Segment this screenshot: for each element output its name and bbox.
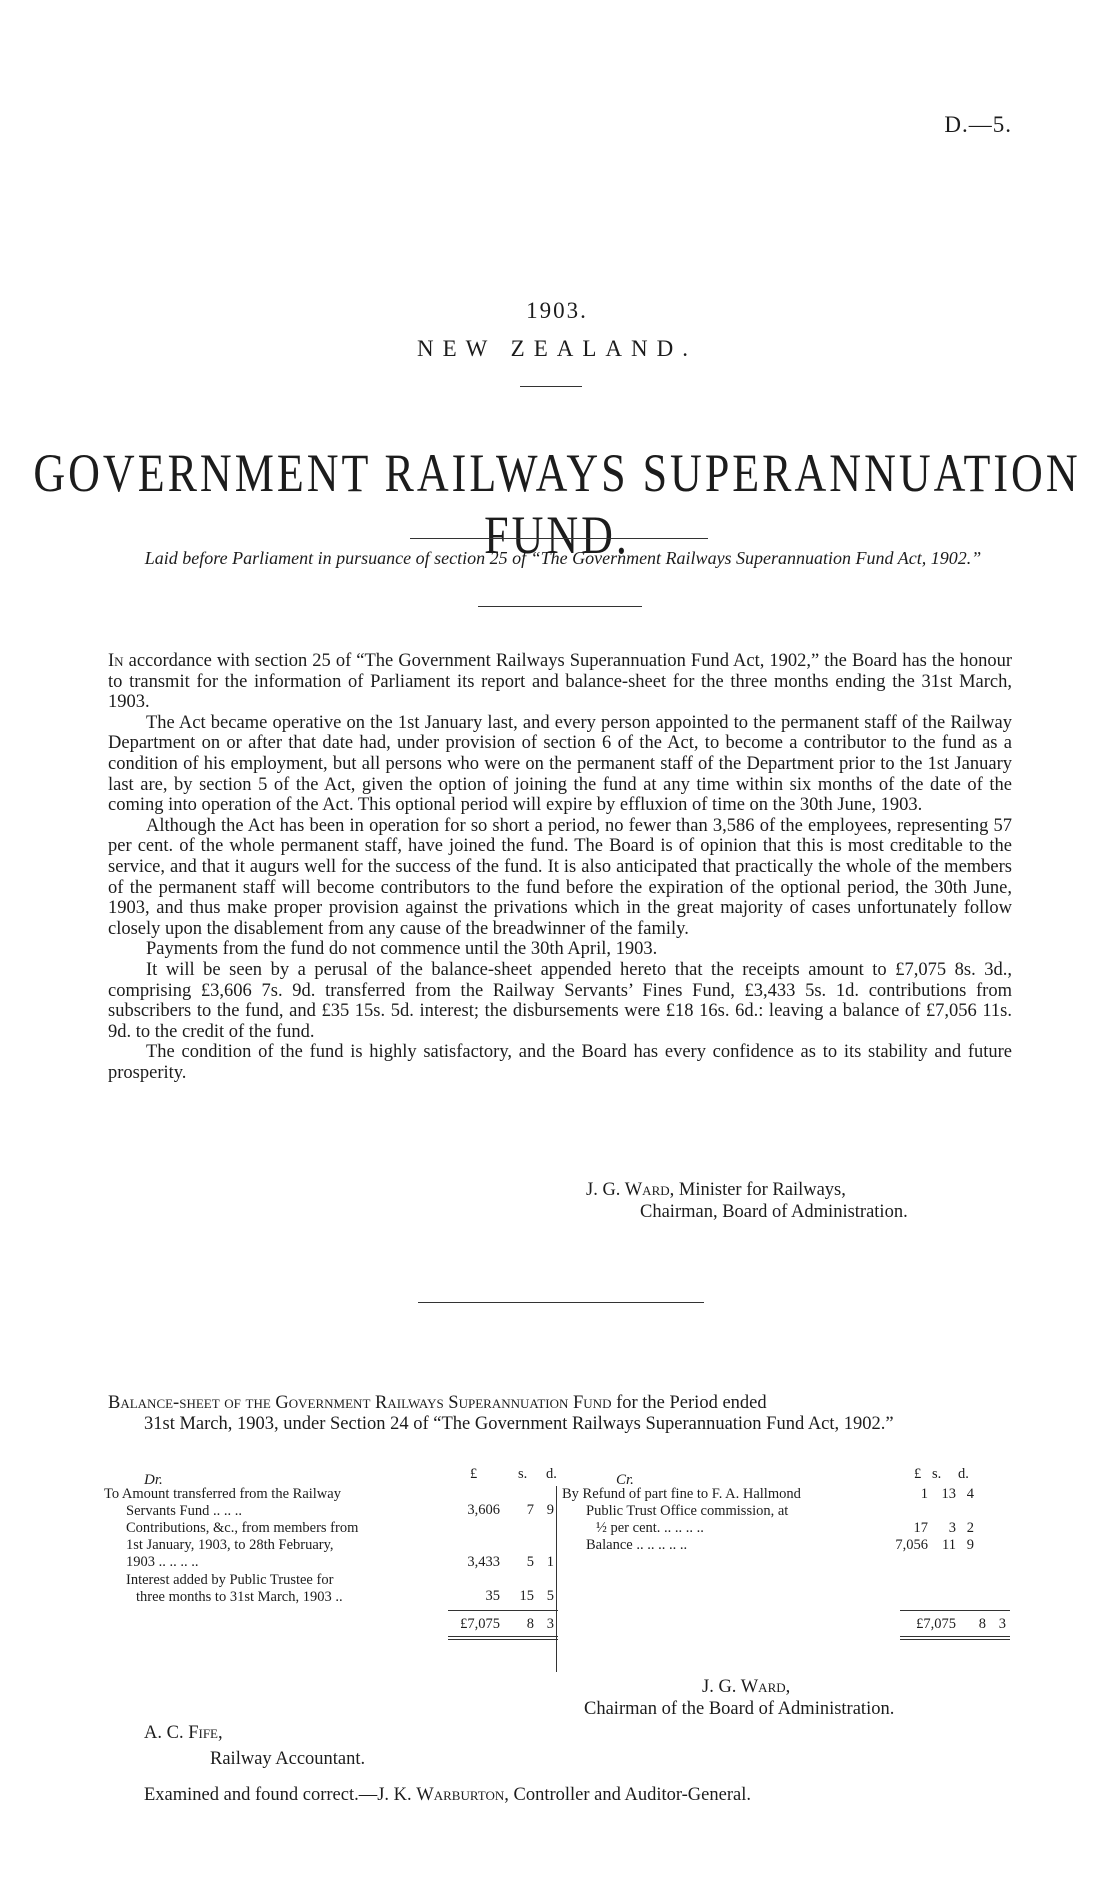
balance-sheet-title-rest: for the Period ended bbox=[611, 1393, 767, 1413]
total-double-rule bbox=[448, 1639, 558, 1640]
ledger-divider bbox=[556, 1486, 557, 1672]
credit-row bbox=[586, 1537, 1002, 1554]
pence-header: d. bbox=[546, 1466, 557, 1482]
total-shillings: 8 bbox=[526, 1616, 534, 1632]
total-pence: 3 bbox=[998, 1616, 1006, 1632]
paragraph-text: accordance with section 25 of “The Government Railways Superannuation Fund Act, 1902,” the Board has the honour to transmit for the information of Parliament its report and balance-sheet for the three months ending the 31st March, 1903. bbox=[108, 651, 1012, 713]
chairman-signature: J. G. Ward, Chairman of the Board of Administration. bbox=[584, 1677, 895, 1719]
row-label: 1st January, 1903, to 28th February, bbox=[126, 1537, 334, 1553]
amount-pounds: 35 bbox=[485, 1588, 500, 1604]
row-label: By Refund of part fine to F. A. Hallmond bbox=[562, 1486, 801, 1502]
amount-pence: 9 bbox=[546, 1502, 554, 1518]
divider-rule bbox=[478, 606, 642, 607]
total-rule bbox=[448, 1610, 558, 1611]
laid-before-notice: Laid before Parliament in pursuance of section 25 of “The Government Railways Superannuation Fund Act, 1902.” bbox=[144, 548, 982, 568]
row-label: ½ per cent. .. .. .. .. bbox=[596, 1520, 704, 1536]
page-number: D.—5. bbox=[944, 112, 1012, 137]
amount-pence: 5 bbox=[546, 1588, 554, 1604]
report-paragraph: The Act became operative on the 1st January last, and every person appointed to the permanent staff of the Railway Department on or after that date had, under provision of section 6 of the Act, to become a contributor to the fund as a condition of his employment, but all persons who were on the permanent staff of the Department prior to the 1st January last are, by section 5 of the Act, given the option of joining the fund at any time within six months of the date of the coming into operation of the Act. This optional period will expire by effluxion of time on the 30th June, 1903. bbox=[108, 712, 1012, 816]
amount-shillings: 3 bbox=[948, 1520, 956, 1536]
pounds-header: £ bbox=[470, 1466, 478, 1482]
row-label: Servants Fund .. .. .. bbox=[126, 1503, 242, 1519]
debit-row bbox=[126, 1572, 564, 1606]
credit-header: Cr. bbox=[616, 1472, 634, 1488]
report-paragraph: Payments from the fund do not commence until the 30th April, 1903. bbox=[146, 939, 658, 960]
total-rule bbox=[900, 1610, 1010, 1611]
total-double-rule bbox=[900, 1636, 1010, 1637]
debit-header: Dr. bbox=[144, 1472, 163, 1488]
amount-pounds: 3,433 bbox=[467, 1554, 500, 1570]
report-paragraph: The condition of the fund is highly satisfactory, and the Board has every confidence as to its stability and future prosperity. bbox=[108, 1042, 1012, 1083]
divider-rule bbox=[418, 1302, 704, 1303]
amount-pence: 1 bbox=[546, 1554, 554, 1570]
amount-shillings: 5 bbox=[526, 1554, 534, 1570]
shillings-header: s. bbox=[518, 1466, 528, 1482]
examined-lead: Examined and found correct.—J. K. bbox=[144, 1785, 417, 1805]
amount-shillings: 15 bbox=[519, 1588, 534, 1604]
amount-shillings: 13 bbox=[941, 1486, 956, 1502]
amount-pence: 2 bbox=[966, 1520, 974, 1536]
auditor-title: , Controller and Auditor-General. bbox=[504, 1785, 751, 1805]
amount-shillings: 11 bbox=[942, 1537, 956, 1553]
row-label: 1903 .. .. .. .. bbox=[126, 1554, 199, 1570]
row-label: Balance .. .. .. .. .. bbox=[586, 1537, 688, 1553]
total-pence: 3 bbox=[546, 1616, 554, 1632]
row-label: To Amount transferred from the Railway bbox=[104, 1486, 341, 1502]
row-label: Interest added by Public Trustee for bbox=[126, 1572, 334, 1588]
examined-statement bbox=[144, 1785, 751, 1806]
amount-pounds: 17 bbox=[913, 1520, 928, 1536]
debit-row bbox=[126, 1520, 564, 1571]
pence-header: d. bbox=[958, 1466, 969, 1482]
shillings-header: s. bbox=[932, 1466, 942, 1482]
divider-rule bbox=[410, 538, 708, 539]
country: NEW ZEALAND. bbox=[416, 336, 698, 361]
pounds-header: £ bbox=[914, 1466, 922, 1482]
report-body bbox=[108, 651, 1012, 1083]
total-double-rule bbox=[900, 1639, 1010, 1640]
amount-pounds: 3,606 bbox=[467, 1502, 500, 1518]
report-paragraph bbox=[108, 651, 1012, 713]
divider-rule bbox=[520, 386, 582, 387]
signature-name: J. G. Ward bbox=[586, 1180, 670, 1200]
row-label: Contributions, &c., from members from bbox=[126, 1520, 359, 1536]
balance-sheet-title-lead: Balance-sheet of the Government Railways Superannuation Fund bbox=[108, 1393, 612, 1413]
credit-row bbox=[586, 1503, 1002, 1537]
amount-pounds: 1 bbox=[920, 1486, 928, 1502]
accountant-name: A. C. Fife bbox=[144, 1723, 218, 1743]
report-paragraph: Although the Act has been in operation for so short a period, no fewer than 3,586 of the employees, representing 57 per cent. of the whole permanent staff, have joined the fund. The Board is of opinion that this is most creditable to the service, and that it augurs well for the success of the fund. It is also anticipated that practically the whole of the members of the permanent staff will become contributors to the fund before the expiration of the optional period, the 30th June, 1903, and thus make proper provision against the privations which in the great majority of cases unfortunately follow closely upon the disablement from any cause of the breadwinner of the family. bbox=[108, 815, 1012, 939]
total-double-rule bbox=[448, 1636, 558, 1637]
signature-role: Chairman, Board of Administration. bbox=[640, 1202, 908, 1222]
row-label: Public Trust Office commission, at bbox=[586, 1503, 789, 1519]
total-shillings: 8 bbox=[978, 1616, 986, 1632]
document-title: GOVERNMENT RAILWAYS SUPERANNUATION FUND. bbox=[33, 443, 1081, 566]
accountant-signature: A. C. Fife, Railway Accountant. bbox=[144, 1720, 365, 1772]
year: 1903. bbox=[526, 298, 588, 323]
chairman-title: Chairman of the Board of Administration. bbox=[584, 1699, 895, 1719]
amount-pence: 4 bbox=[966, 1486, 974, 1502]
auditor-name: Warburton bbox=[416, 1785, 505, 1805]
chairman-name: J. G. Ward bbox=[702, 1677, 786, 1697]
amount-pence: 9 bbox=[966, 1537, 974, 1553]
balance-sheet-title bbox=[108, 1393, 1012, 1435]
paragraph-lead: In bbox=[108, 651, 124, 671]
balance-sheet-title-continued: 31st March, 1903, under Section 24 of “The Government Railways Superannuation Fund Act, 1902.” bbox=[144, 1414, 894, 1434]
minister-signature bbox=[586, 1179, 908, 1223]
row-label: three months to 31st March, 1903 .. bbox=[136, 1589, 343, 1605]
total-pounds: £7,075 bbox=[916, 1616, 956, 1632]
accountant-title: Railway Accountant. bbox=[210, 1749, 366, 1769]
report-paragraph: It will be seen by a perusal of the balance-sheet appended hereto that the receipts amount to £7,075 8s. 3d., comprising £3,606 7s. 9d. transferred from the Railway Servants’ Fines Fund, £3,433 5s. 1d. contributions from subscribers to the fund, and £35 15s. 5d. interest; the disbursements were £18 16s. 6d.: leaving a balance of £7,056 11s. 9d. to the credit of the fund. bbox=[108, 959, 1012, 1042]
amount-pounds: 7,056 bbox=[895, 1537, 928, 1553]
amount-shillings: 7 bbox=[526, 1502, 534, 1518]
total-pounds: £7,075 bbox=[460, 1616, 500, 1632]
signature-title: , Minister for Railways, bbox=[669, 1180, 846, 1200]
debit-row bbox=[104, 1486, 564, 1520]
credit-row bbox=[562, 1486, 1002, 1503]
